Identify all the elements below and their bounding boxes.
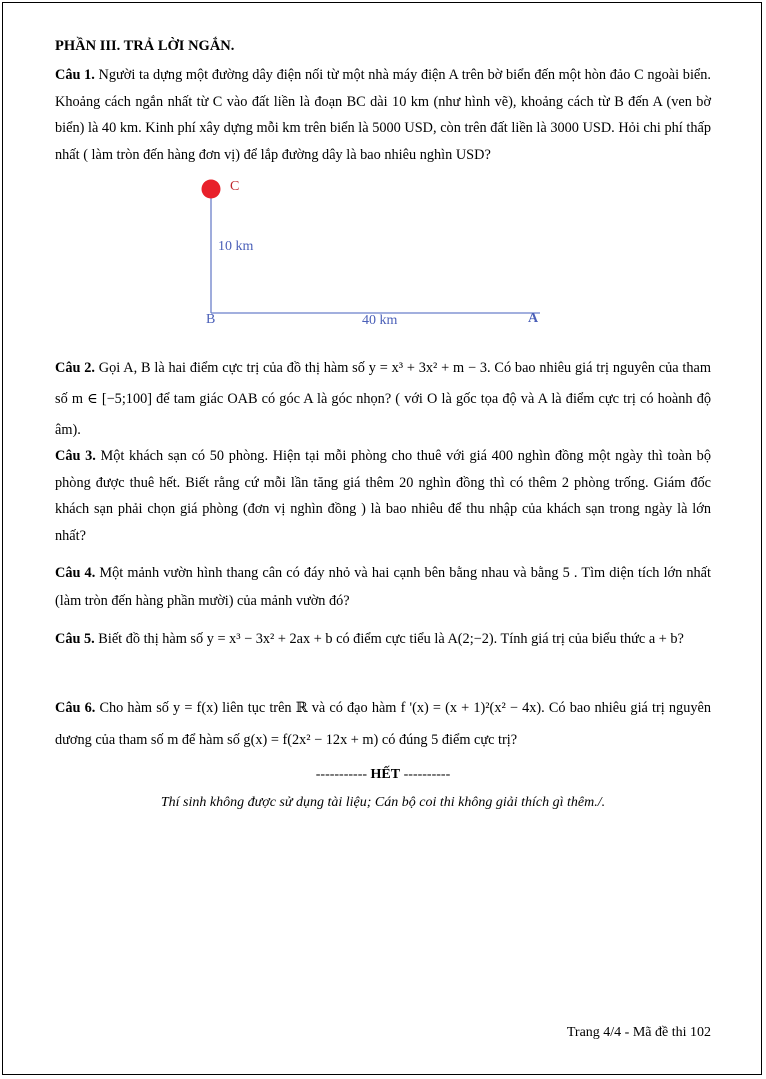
- question-1-text: Người ta dựng một đường dây điện nối từ một nhà máy điện A trên bờ biển đến một hòn đảo C ngoài biển. Khoảng cách ngắn nhất từ C vào đất liền là đoạn BC dài 10 km (như hình vẽ), khoảng cách từ B đến A (ven bờ biển) là 40 km. Kinh phí xây dựng mỗi km trên biển là 5000 USD, còn trên đất liền là 3000 USD. Hỏi chi phí thấp nhất ( làm tròn đến hàng đơn vị) để lắp đường dây là bao nhiêu nghìn USD?: [55, 67, 711, 163]
- question-4-label: Câu 4.: [55, 565, 96, 581]
- end-dashes-left: -----------: [315, 767, 368, 782]
- question-1-label: Câu 1.: [55, 67, 95, 83]
- question-5: [55, 624, 711, 654]
- question-1: [55, 62, 711, 168]
- end-marker: [0, 767, 766, 783]
- exam-note: Thí sinh không được sử dụng tài liệu; Cán bộ coi thi không giải thích gì thêm./.: [160, 795, 606, 810]
- question-5-text: Biết đồ thị hàm số y = x³ − 3x² + 2ax + b có điểm cực tiểu là A(2;−2). Tính giá trị của biểu thức a + b?: [94, 631, 684, 647]
- label-ba-length: 40 km: [362, 313, 398, 328]
- question-4-text: Một mảnh vườn hình thang cân có đáy nhỏ và hai cạnh bên bằng nhau và bằng 5 . Tìm diện tích lớn nhất (làm tròn đến hàng phần mười) của mảnh vườn đó?: [55, 565, 711, 609]
- question-6-text: Cho hàm số y = f(x) liên tục trên ℝ và có đạo hàm f '(x) = (x + 1)²(x² − 4x). Có bao nhiêu giá trị nguyên dương của tham số m để hàm số g(x) = f(2x² − 12x + m) có đúng 5 điểm cực trị?: [55, 700, 711, 748]
- point-c: [202, 180, 221, 199]
- end-word: HẾT: [370, 767, 401, 782]
- page-footer: Trang 4/4 - Mã đề thi 102: [566, 1025, 711, 1040]
- question-3-text: Một khách sạn có 50 phòng. Hiện tại mỗi phòng cho thuê với giá 400 nghìn đồng một ngày thì toàn bộ phòng được thuê hết. Biết rằng cứ mỗi lần tăng giá thêm 20 nghìn đồng thì có thêm 2 phòng trống. Giám đốc khách sạn phải chọn giá phòng (đơn vị nghìn đồng ) là bao nhiêu để thu nhập của khách sạn trong ngày là lớn nhất?: [55, 448, 711, 544]
- label-b: B: [206, 312, 216, 327]
- label-bc-length: 10 km: [218, 239, 254, 254]
- section-heading: PHẦN III. TRẢ LỜI NGẮN.: [55, 38, 235, 54]
- label-a: A: [528, 311, 539, 326]
- label-c: C: [230, 179, 240, 194]
- question-4: [55, 559, 711, 615]
- question-2-label: Câu 2.: [55, 360, 95, 376]
- question-3: [55, 443, 711, 549]
- question-6-label: Câu 6.: [55, 700, 96, 716]
- question-2: [55, 353, 711, 446]
- question-5-label: Câu 5.: [55, 631, 95, 647]
- question-3-label: Câu 3.: [55, 448, 96, 464]
- question-1-figure: [190, 172, 560, 337]
- question-6: [55, 692, 711, 756]
- end-dashes-right: ----------: [403, 767, 451, 782]
- question-2-text: Gọi A, B là hai điểm cực trị của đồ thị hàm số y = x³ + 3x² + m − 3. Có bao nhiêu giá trị nguyên của tham số m ∈ [−5;100] để tam giác OAB có góc A là góc nhọn? ( với O là gốc tọa độ và A là điểm cực trị có hoành độ âm).: [55, 360, 711, 438]
